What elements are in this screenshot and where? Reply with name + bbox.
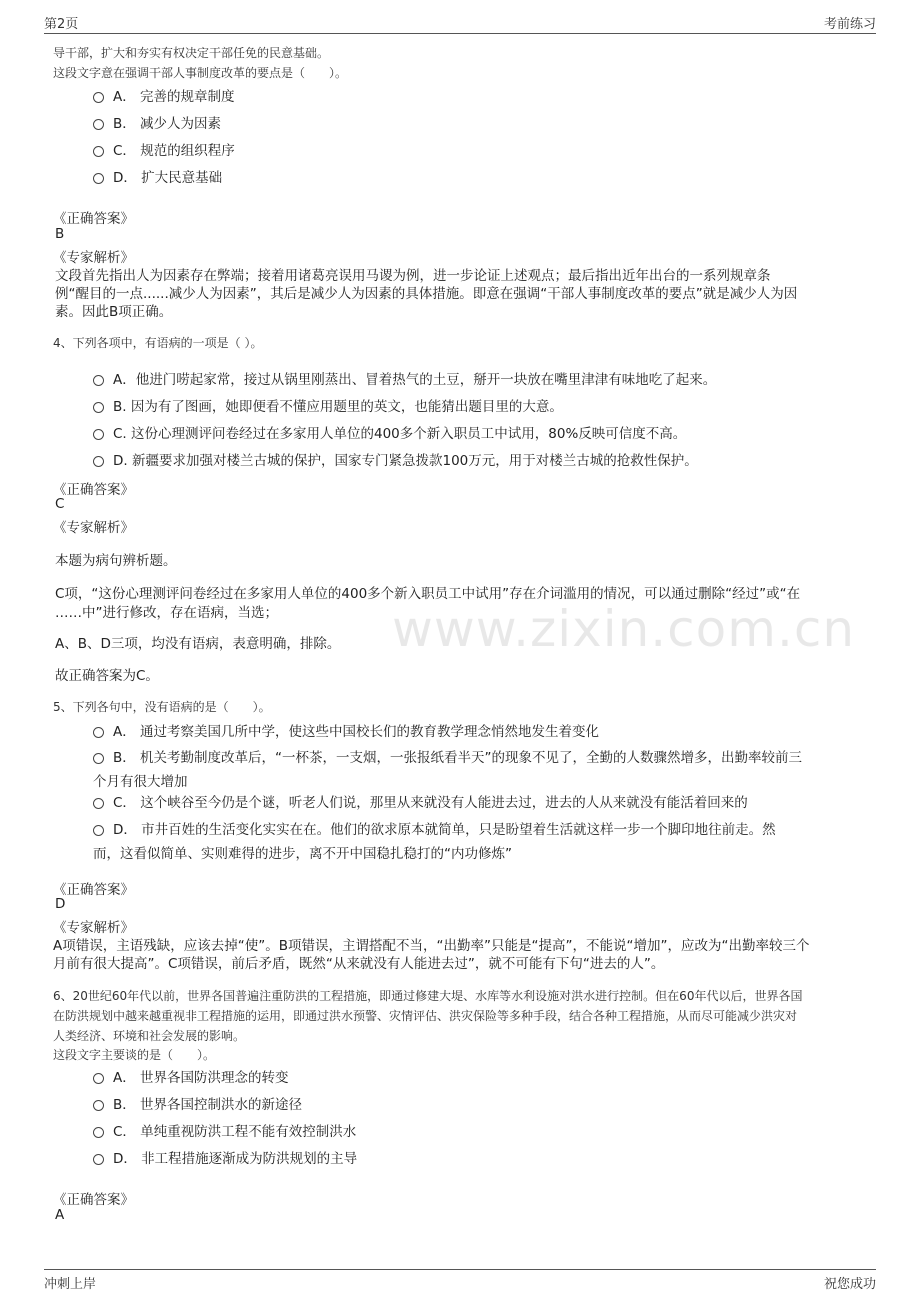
q4-analysis-p3: A、B、D三项，均没有语病，表意明确，排除。 <box>55 636 341 652</box>
radio-icon[interactable] <box>93 92 104 103</box>
q4-option-a[interactable]: A．他进门唠起家常，接过从锅里刚蒸出、冒着热气的土豆，掰开一块放在嘴里津津有味地吃了起来。 <box>93 368 716 388</box>
radio-icon[interactable] <box>93 402 104 413</box>
q3-option-a[interactable]: A． 完善的规章制度 <box>93 85 235 105</box>
q5-option-d-cont: 而，这看似简单、实则难得的进步，离不开中国稳扎稳打的“内功修炼” <box>93 846 512 862</box>
radio-icon[interactable] <box>93 1154 104 1165</box>
q3-analysis-line1: 文段首先指出人为因素存在弊端；接着用诸葛亮误用马谡为例，进一步论证上述观点；最后指出近年出台的一系列规章条 <box>55 268 771 284</box>
header-rule <box>44 33 876 34</box>
q4-answer: C <box>55 496 65 512</box>
footer-rule <box>44 1269 876 1270</box>
q4-option-c[interactable]: C. 这份心理测评问卷经过在多家用人单位的400多个新入职员工中试用，80%反映可信度不高。 <box>93 422 686 442</box>
radio-icon[interactable] <box>93 727 104 738</box>
q4-option-d[interactable]: D. 新疆要求加强对楼兰古城的保护，国家专门紧急拨款100万元，用于对楼兰古城的抢救性保护。 <box>93 449 698 469</box>
q5-analysis-line1: A项错误，主语残缺，应该去掉“使”。B项错误，主谓搭配不当，“出勤率”只能是“提高”，不能说“增加”，应改为“出勤率较三个 <box>53 938 810 954</box>
q3-option-c[interactable]: C． 规范的组织程序 <box>93 139 235 159</box>
q5-answer-label: 《正确答案》 <box>53 882 134 898</box>
q5-option-a[interactable]: A． 通过考察美国几所中学，使这些中国校长们的教育教学理念悄然地发生着变化 <box>93 720 599 740</box>
q3-option-d[interactable]: D． 扩大民意基础 <box>93 166 222 186</box>
q4-analysis-p1: 本题为病句辨析题。 <box>55 553 177 569</box>
q3-analysis-line2: 例“醒目的一点......减少人为因素”，其后是减少人为因素的具体措施。即意在强调“干部人事制度改革的要点”就是减少人为因 <box>55 286 798 302</box>
q5-analysis-line2: 月前有很大提高”。C项错误，前后矛盾，既然“从来就没有人能进去过”，就不可能有下句“进去的人”。 <box>53 956 665 972</box>
q3-analysis-line3: 素。因此B项正确。 <box>55 304 173 320</box>
q3-answer: B <box>55 226 65 242</box>
q4-analysis-p4: 故正确答案为C。 <box>55 668 159 684</box>
q3-option-b[interactable]: B． 减少人为因素 <box>93 112 221 132</box>
q6-stem-line4: 这段文字主要谈的是（ ）。 <box>53 1048 216 1062</box>
header-title: 考前练习 <box>823 17 876 32</box>
q4-stem: 4、下列各项中，有语病的一项是（ ）。 <box>53 336 263 350</box>
watermark: www.zixin.com.cn <box>392 600 856 658</box>
q6-answer-label: 《正确答案》 <box>53 1192 134 1208</box>
q5-answer: D <box>55 896 66 912</box>
q6-option-c[interactable]: C． 单纯重视防洪工程不能有效控制洪水 <box>93 1120 356 1140</box>
q5-option-b-cont: 个月有很大增加 <box>93 774 188 790</box>
q6-stem-line2: 在防洪规划中越来越重视非工程措施的运用，即通过洪水预警、灾情评估、洪灾保险等多种手段，结合各种工程措施，从而尽可能减少洪灾对 <box>53 1009 798 1023</box>
radio-icon[interactable] <box>93 146 104 157</box>
q5-option-c[interactable]: C． 这个峡谷至今仍是个谜，听老人们说，那里从来就没有人能进去过，进去的人从来就没有能活着回来的 <box>93 791 748 811</box>
q5-stem: 5、下列各句中，没有语病的是（ ）。 <box>53 700 271 714</box>
q3-answer-label: 《正确答案》 <box>53 211 134 227</box>
q3-stem-line1: 导干部，扩大和夯实有权决定干部任免的民意基础。 <box>53 46 330 60</box>
q6-option-a[interactable]: A． 世界各国防洪理念的转变 <box>93 1066 289 1086</box>
q4-option-b[interactable]: B. 因为有了图画，她即便看不懂应用题里的英文，也能猜出题目里的大意。 <box>93 395 563 415</box>
radio-icon[interactable] <box>93 798 104 809</box>
q3-stem-line2: 这段文字意在强调干部人事制度改革的要点是（ ）。 <box>53 66 348 80</box>
footer-right: 祝您成功 <box>823 1277 876 1292</box>
q6-answer: A <box>55 1207 65 1223</box>
radio-icon[interactable] <box>93 825 104 836</box>
q3-analysis-label: 《专家解析》 <box>53 250 134 266</box>
radio-icon[interactable] <box>93 1073 104 1084</box>
radio-icon[interactable] <box>93 429 104 440</box>
q5-option-b[interactable]: B． 机关考勤制度改革后，“一杯茶，一支烟，一张报纸看半天”的现象不见了，全勤的人数骤然增多，出勤率较前三 <box>93 746 802 766</box>
q6-stem-line3: 人类经济、环境和社会发展的影响。 <box>53 1029 246 1043</box>
radio-icon[interactable] <box>93 119 104 130</box>
radio-icon[interactable] <box>93 1100 104 1111</box>
q5-analysis-label: 《专家解析》 <box>53 920 134 936</box>
q6-stem-line1: 6、20世纪60年代以前，世界各国普遍注重防洪的工程措施，即通过修建大堤、水库等水利设施对洪水进行控制。但在60年代以后，世界各国 <box>53 989 803 1003</box>
q5-option-d[interactable]: D． 市井百姓的生活变化实实在在。他们的欲求原本就简单，只是盼望着生活就这样一步一个脚印地往前走。然 <box>93 818 776 838</box>
q4-analysis-p2-line1: C项，“这份心理测评问卷经过在多家用人单位的400多个新入职员工中试用”存在介词滥用的情况，可以通过删除“经过”或“在 <box>55 586 801 602</box>
q4-answer-label: 《正确答案》 <box>53 482 134 498</box>
q6-option-d[interactable]: D． 非工程措施逐渐成为防洪规划的主导 <box>93 1147 357 1167</box>
q6-option-b[interactable]: B． 世界各国控制洪水的新途径 <box>93 1093 302 1113</box>
q4-analysis-p2-line2: ……中”进行修改，存在语病，当选； <box>55 605 278 621</box>
radio-icon[interactable] <box>93 375 104 386</box>
footer-left: 冲刺上岸 <box>44 1277 97 1292</box>
radio-icon[interactable] <box>93 173 104 184</box>
radio-icon[interactable] <box>93 456 104 467</box>
radio-icon[interactable] <box>93 753 104 764</box>
q4-analysis-label: 《专家解析》 <box>53 520 134 536</box>
page-number: 第2页 <box>44 17 79 32</box>
radio-icon[interactable] <box>93 1127 104 1138</box>
